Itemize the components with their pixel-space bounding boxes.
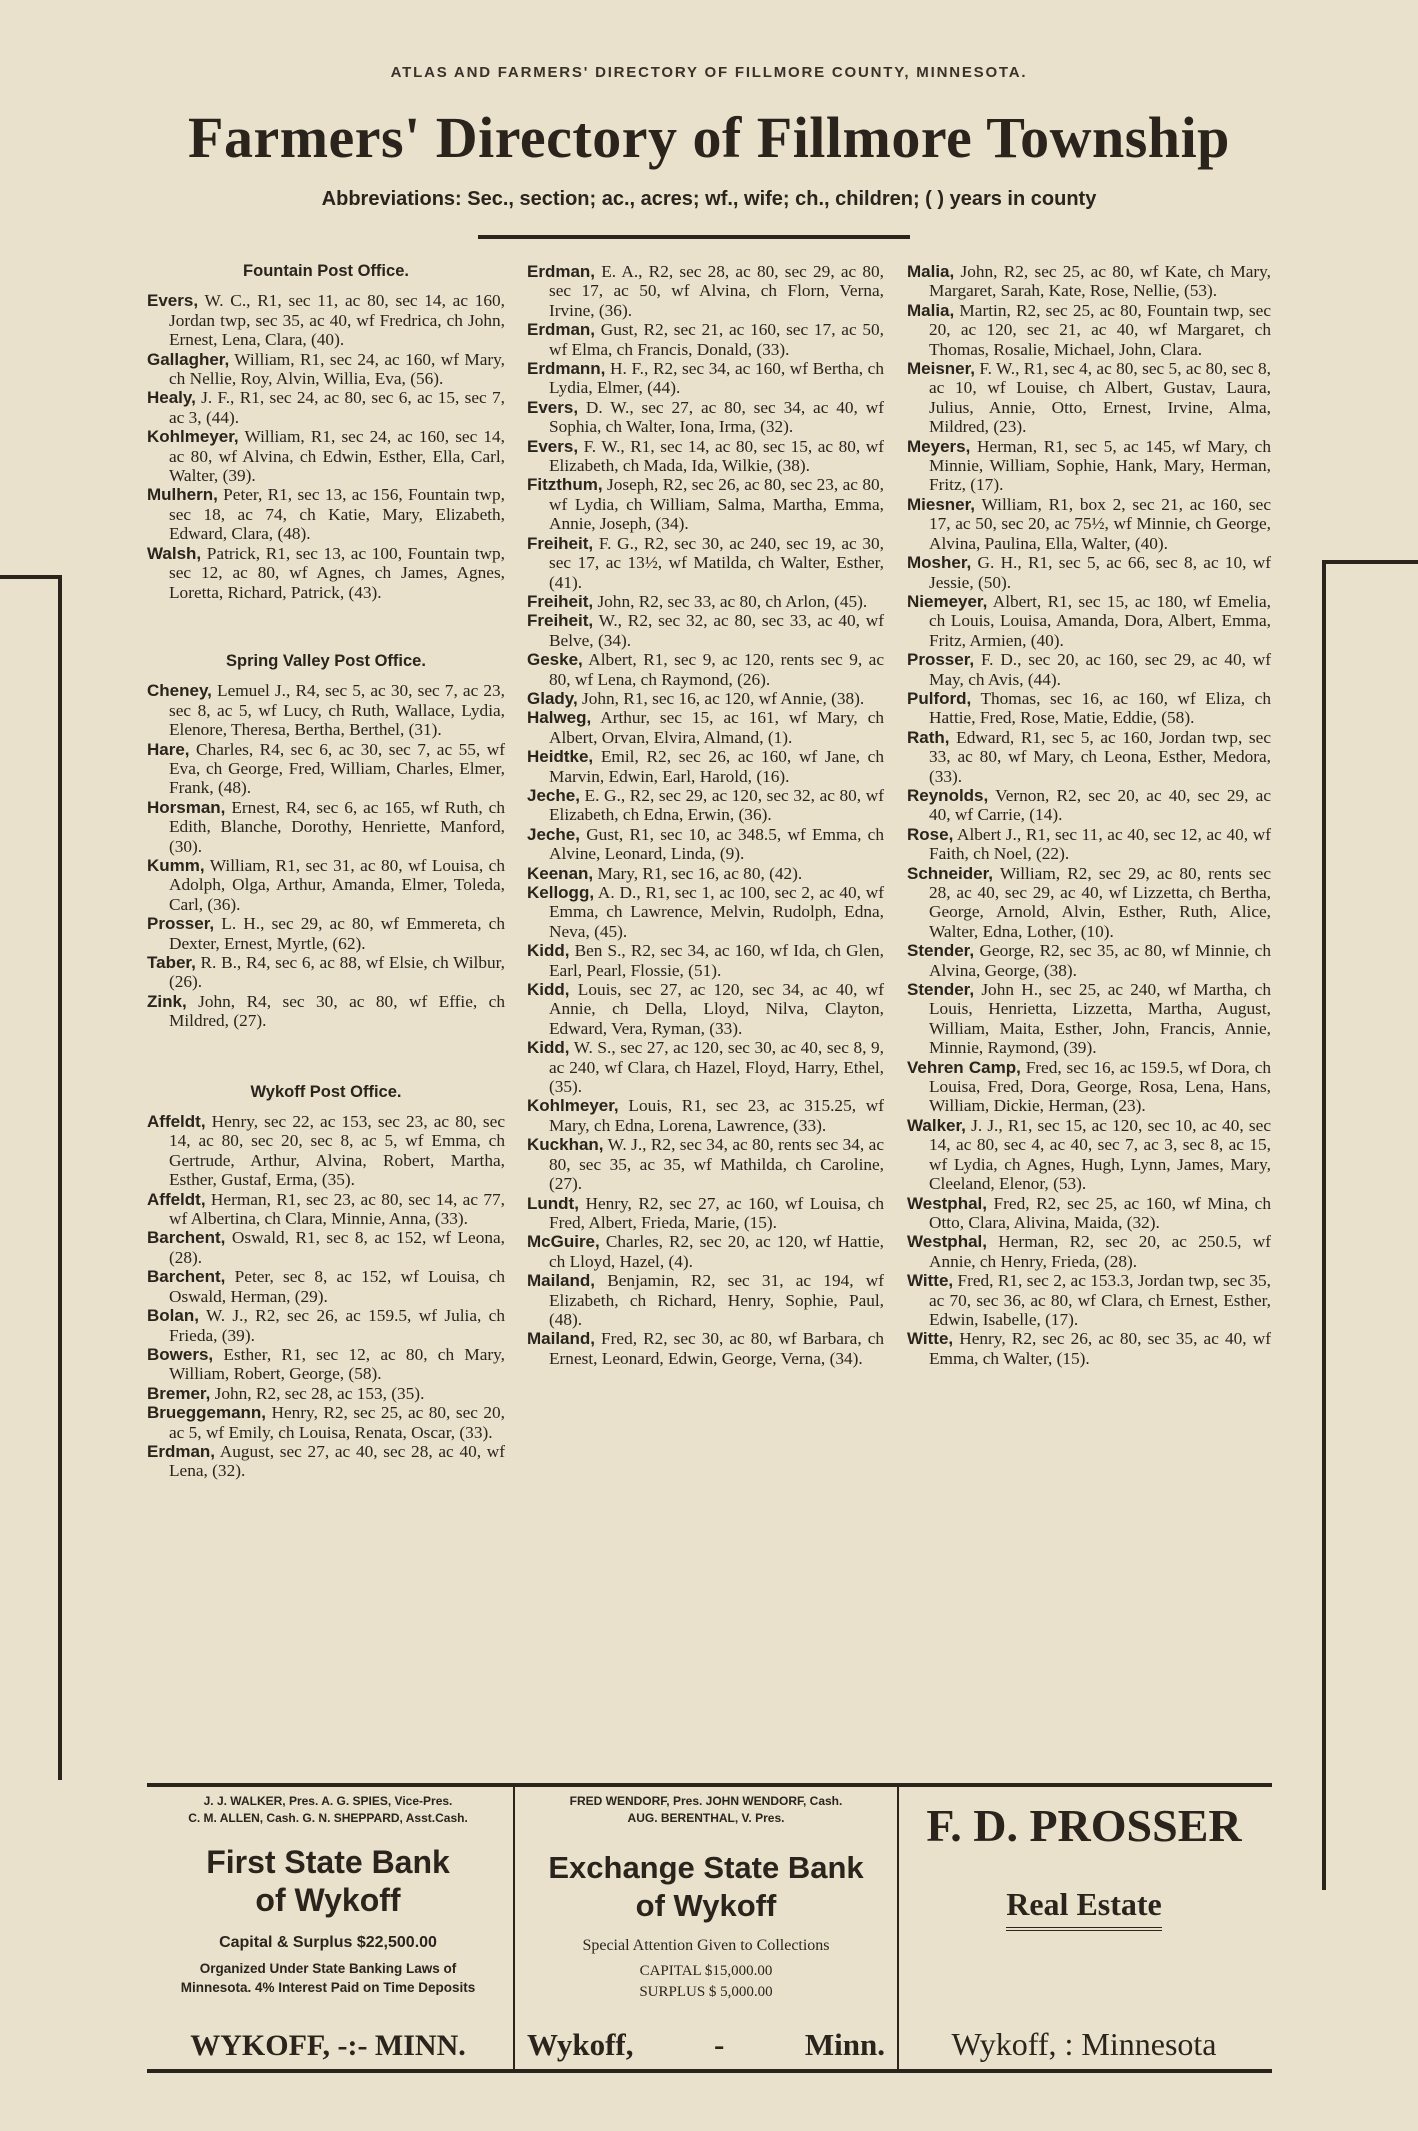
directory-entry [527, 747, 884, 786]
surname: Evers, [527, 397, 579, 417]
directory-entry [527, 475, 884, 533]
directory-entry [907, 650, 1271, 689]
entry-details: Peter, R1, sec 13, ac 156, Fountain twp, sec 18, ac 74, ch Katie, Mary, Elizabeth, Edward, Clara, (48). [169, 485, 505, 544]
surname: Kidd, [527, 1038, 570, 1058]
entry-details: Gust, R1, sec 10, ac 348.5, wf Emma, ch Alvine, Leonard, Linda, (9). [549, 824, 884, 864]
directory-entry [147, 350, 505, 389]
surname: McGuire, [527, 1232, 600, 1252]
surname: Evers, [527, 436, 579, 456]
directory-entry [147, 291, 505, 349]
entry-details: Lemuel J., R4, sec 5, ac 30, sec 7, ac 23, sec 8, ac 5, wf Lucy, ch Ruth, Wallace, Lydia, Elenore, Theresa, Bertha, Berthel, (31). [169, 681, 505, 740]
directory-entry [527, 883, 884, 941]
directory-entry [147, 1345, 505, 1384]
left-edge-mark [0, 575, 62, 579]
directory-entry [527, 1096, 884, 1135]
entry-details: Ernest, R4, sec 6, ac 165, wf Ruth, ch Edith, Blanche, Dorothy, Henriette, Manford, (30). [169, 797, 505, 856]
directory-entry [527, 437, 884, 476]
surname: Witte, [907, 1271, 954, 1291]
directory-entry [147, 914, 505, 953]
surname: Heidtke, [527, 747, 594, 767]
bank-organization: Organized Under State Banking Laws of Minnesota. 4% Interest Paid on Time Deposits [180, 1961, 476, 1995]
running-header: ATLAS AND FARMERS' DIRECTORY OF FILLMORE COUNTY, MINNESOTA. [390, 64, 1028, 81]
directory-entry [527, 320, 884, 359]
surname: Affeldt, [147, 1112, 206, 1132]
surname: Fitzthum, [527, 475, 603, 495]
directory-entry [147, 992, 505, 1031]
bank-officers: C. M. ALLEN, Cash. G. N. SHEPPARD, Asst.Cash. [188, 1811, 468, 1825]
entry-details: W., R2, sec 32, ac 80, sec 33, ac 40, wf Belve, (34). [549, 611, 884, 650]
entry-details: William, R2, sec 29, ac 80, rents sec 28, ac 40, sec 29, ac 40, wf Lizzetta, ch Bertha, George, Arnold, Alvin, Esther, Ruth, Alice, Walter, Edna, Lother, (10). [929, 863, 1271, 941]
surname: Mailand, [527, 1329, 596, 1349]
surname: Rose, [907, 824, 954, 844]
entry-details: Fred, R1, sec 2, ac 153.3, Jordan twp, sec 35, ac 70, sec 36, ac 80, wf Clara, ch Ernest, Esther, Edwin, Isabelle, (17). [929, 1271, 1271, 1329]
directory-entry [907, 1194, 1271, 1233]
entry-details: Benjamin, R2, sec 31, ac 194, wf Elizabeth, ch Richard, Henry, Sophie, Paul, (48). [549, 1271, 884, 1329]
entry-details: D. W., sec 27, ac 80, sec 34, ac 40, wf Sophia, ch Walter, Iona, Irma, (32). [549, 397, 884, 437]
surname: Witte, [907, 1329, 954, 1349]
surname: Bowers, [147, 1344, 214, 1364]
entry-details: Oswald, R1, sec 8, ac 152, wf Leona, (28). [169, 1228, 505, 1267]
bank-officers: AUG. BERENTHAL, V. Pres. [627, 1811, 785, 1825]
directory-entry [527, 534, 884, 592]
column-3 [907, 262, 1271, 1368]
entry-details: John, R2, sec 28, ac 153, (35). [210, 1383, 425, 1403]
directory-entry [527, 825, 884, 864]
surname: Kidd, [527, 980, 570, 1000]
entry-details: William, R1, sec 24, ac 160, wf Mary, ch Nellie, Roy, Alvin, Willia, Eva, (56). [169, 349, 505, 389]
post-office-heading: Spring Valley Post Office. [226, 651, 426, 670]
entry-details: Henry, sec 22, ac 153, sec 23, ac 80, sec 14, ac 80, sec 20, sec 8, ac 5, wf Emma, ch Gertrude, Arthur, Alvina, Robert, Martha, Esther, Gustaf, Erma, (35). [169, 1112, 505, 1190]
surname: Erdman, [147, 1441, 216, 1461]
title-rule [478, 235, 910, 239]
directory-entry [527, 1038, 884, 1096]
abbreviations-line: Abbreviations: Sec., section; ac., acres; wf., wife; ch., children; ( ) years in county [321, 188, 1097, 210]
surname: Rath, [907, 727, 950, 747]
surname: Brueggemann, [147, 1403, 267, 1423]
directory-entry [527, 359, 884, 398]
surname: Westphal, [907, 1193, 987, 1213]
entry-details: John, R2, sec 25, ac 80, wf Kate, ch Mary, Margaret, Sarah, Kate, Rose, Nellie, (53). [929, 262, 1271, 301]
right-edge-bar [1322, 560, 1326, 1890]
surname: Freiheit, [527, 533, 594, 553]
directory-entry [527, 864, 884, 883]
entry-details: Herman, R1, sec 5, ac 145, wf Mary, ch Minnie, William, Sophie, Hank, Mary, Herman, Fritz, (17). [929, 436, 1271, 495]
directory-entry [907, 359, 1271, 437]
surname: Kellogg, [527, 883, 595, 902]
entry-details: Esther, R1, sec 12, ac 80, ch Mary, William, Robert, George, (58). [169, 1344, 505, 1384]
entry-details: Louis, sec 27, ac 120, sec 34, ac 40, wf Annie, ch Della, Lloyd, Nilva, Clayton, Edward, Vera, Ryman, (33). [549, 980, 884, 1038]
entry-details: Peter, sec 8, ac 152, wf Louisa, ch Oswald, Herman, (29). [169, 1267, 505, 1306]
entry-details: George, R2, sec 35, ac 80, wf Minnie, ch Alvina, George, (38). [929, 941, 1271, 980]
surname: Freiheit, [527, 591, 594, 611]
entry-details: J. J., R1, sec 15, ac 120, sec 10, ac 40, sec 14, ac 80, sec 4, ac 40, sec 7, ac 3, sec 8, ac 15, wf Lydia, ch Agnes, Hugh, Lynn, James, Mary, Cleeland, Elenor, (53). [929, 1115, 1271, 1194]
directory-entry [907, 1058, 1271, 1116]
entry-details: L. H., sec 29, ac 80, wf Emmereta, ch Dexter, Ernest, Myrtle, (62). [169, 914, 505, 953]
entry-details: J. F., R1, sec 24, ac 80, sec 6, ac 15, sec 7, ac 3, (44). [169, 388, 505, 427]
directory-entry [907, 864, 1271, 942]
surname: Freiheit, [527, 611, 594, 631]
entry-details: F. D., sec 20, ac 160, sec 29, ac 40, wf May, ch Avis, (44). [929, 650, 1271, 689]
directory-entry [907, 553, 1271, 592]
directory-entry [907, 941, 1271, 980]
surname: Cheney, [147, 681, 212, 701]
entry-details: R. B., R4, sec 6, ac 88, wf Elsie, ch Wilbur, (26). [169, 953, 505, 992]
directory-entry [147, 1267, 505, 1306]
surname: Kohlmeyer, [147, 427, 239, 447]
surname: Schneider, [907, 863, 993, 883]
bank-surplus: SURPLUS $ 5,000.00 [639, 1984, 773, 2000]
surname: Miesner, [907, 494, 976, 514]
directory-entry [907, 1271, 1271, 1329]
entry-details: Emil, R2, sec 26, ac 160, wf Jane, ch Marvin, Edwin, Earl, Harold, (16). [549, 747, 884, 786]
directory-entry [527, 398, 884, 437]
surname: Lundt, [527, 1193, 579, 1213]
directory-entry [147, 953, 505, 992]
surname: Taber, [147, 953, 196, 972]
business-owner: F. D. PROSSER [926, 1800, 1242, 1851]
directory-entry [527, 1194, 884, 1233]
directory-entry [907, 728, 1271, 786]
entry-details: Ben S., R2, sec 34, ac 160, wf Ida, ch Glen, Earl, Pearl, Flossie, (51). [549, 941, 884, 980]
entry-details: Charles, R2, sec 20, ac 120, wf Hattie, ch Lloyd, Hazel, (4). [549, 1232, 884, 1271]
surname: Westphal, [907, 1232, 987, 1252]
business-type: Real Estate [1006, 1886, 1162, 1931]
entry-details: Herman, R2, sec 20, ac 250.5, wf Annie, ch Henry, Frieda, (28). [929, 1232, 1271, 1271]
surname: Pulford, [907, 688, 972, 708]
entry-details: Edward, R1, sec 5, ac 160, Jordan twp, sec 33, ac 80, wf Mary, ch Leona, Esther, Medora, (33). [929, 727, 1271, 786]
column-2 [527, 262, 884, 1368]
entry-details: Albert, R1, sec 9, ac 120, rents sec 9, ac 80, wf Lena, ch Raymond, (26). [549, 650, 884, 689]
directory-entry [527, 650, 884, 689]
directory-entry [527, 592, 884, 611]
surname: Kidd, [527, 941, 570, 961]
surname: Barchent, [147, 1228, 226, 1248]
directory-entry [147, 1112, 505, 1190]
surname: Erdmann, [527, 359, 606, 379]
entry-details: E. G., R2, sec 29, ac 120, sec 32, ac 80, wf Elizabeth, ch Edna, Erwin, (36). [549, 785, 884, 825]
surname: Mosher, [907, 553, 972, 573]
directory-entry [147, 798, 505, 856]
directory-entry [147, 1228, 505, 1267]
entry-details: F. G., R2, sec 30, ac 240, sec 19, ac 30, sec 17, ac 13½, wf Matilda, ch Walter, Esther, (41). [549, 533, 884, 592]
entry-details: H. F., R2, sec 34, ac 160, wf Bertha, ch Lydia, Elmer, (44). [549, 359, 884, 398]
entry-details: Charles, R4, sec 6, ac 30, sec 7, ac 55, wf Eva, ch George, Fred, William, Charles, Elmer, Frank, (48). [169, 739, 505, 798]
directory-entry [147, 485, 505, 543]
directory-entry [147, 427, 505, 485]
surname: Mailand, [527, 1271, 596, 1291]
entry-details: Vernon, R2, sec 20, ac 40, sec 29, ac 40, wf Carrie, (14). [929, 785, 1271, 825]
entry-details: William, R1, sec 31, ac 80, wf Louisa, ch Adolph, Olga, Arthur, Amanda, Elmer, Toleda, Carl, (36). [169, 855, 505, 914]
right-edge-mark [1322, 560, 1418, 564]
business-city: Wykoff, : Minnesota [951, 2026, 1217, 2062]
page-title: Farmers' Directory of Fillmore Township [188, 105, 1230, 170]
directory-entry [527, 941, 884, 980]
entry-details: August, sec 27, ac 40, sec 28, ac 40, wf Lena, (32). [169, 1441, 505, 1481]
entry-details: G. H., R1, sec 5, ac 66, sec 8, ac 10, wf Jessie, (50). [929, 553, 1271, 592]
entry-details: Henry, R2, sec 27, ac 160, wf Louisa, ch Fred, Albert, Frieda, Marie, (15). [549, 1193, 884, 1232]
entry-details: Herman, R1, sec 23, ac 80, sec 14, ac 77, wf Albertina, ch Clara, Minnie, Anna, (33). [169, 1189, 505, 1229]
surname: Meyers, [907, 436, 971, 456]
surname: Prosser, [907, 650, 975, 670]
surname: Evers, [147, 291, 199, 311]
entry-details: Henry, R2, sec 26, ac 80, sec 35, ac 40, wf Emma, ch Walter, (15). [929, 1329, 1271, 1368]
bank-city: WYKOFF, -:- MINN. [190, 2029, 466, 2062]
entry-details: Patrick, R1, sec 13, ac 100, Fountain twp, sec 12, ac 80, wf Agnes, ch James, Agnes, Loretta, Richard, Patrick, (43). [169, 543, 505, 602]
prosser-real-estate-ad [899, 1793, 1269, 2069]
directory-entry [907, 1116, 1271, 1194]
directory-entry [907, 980, 1271, 1058]
surname: Malia, [907, 300, 955, 320]
directory-entry [527, 262, 884, 320]
surname: Kumm, [147, 855, 205, 875]
entry-details: Joseph, R2, sec 26, ac 80, sec 23, ac 80, wf Lydia, ch William, Salma, Martha, Emma, Annie, Joseph, (34). [549, 475, 884, 534]
directory-entry [147, 1403, 505, 1442]
entry-details: W. J., R2, sec 34, ac 80, rents sec 34, ac 80, sec 35, ac 35, wf Mathilda, ch Caroline, (27). [549, 1135, 884, 1194]
entry-details: Arthur, sec 15, ac 161, wf Mary, ch Albert, Orvan, Elvira, Almand, (1). [549, 708, 884, 747]
directory-entry [147, 1384, 505, 1403]
bank-special: Special Attention Given to Collections [582, 1937, 830, 1954]
surname: Glady, [527, 688, 578, 708]
directory-entry [907, 262, 1271, 301]
surname: Halweg, [527, 708, 592, 728]
directory-entry [147, 388, 505, 427]
entry-details: Albert, R1, sec 15, ac 180, wf Emelia, ch Louis, Louisa, Amanda, Dora, Albert, Emma, Fritz, Armien, (40). [929, 591, 1271, 650]
entry-details: Gust, R2, sec 21, ac 160, sec 17, ac 50, wf Elma, ch Francis, Donald, (33). [549, 320, 884, 359]
entry-details: Mary, R1, sec 16, ac 80, (42). [593, 863, 803, 883]
bank-name-line2: of Wykoff [635, 1888, 777, 1923]
directory-entry [907, 1232, 1271, 1271]
directory-entry [907, 689, 1271, 728]
entry-details: W. J., R2, sec 26, ac 159.5, wf Julia, ch Frieda, (39). [169, 1306, 505, 1345]
entry-details: F. W., R1, sec 14, ac 80, sec 15, ac 80, wf Elizabeth, ch Mada, Ida, Wilkie, (38). [549, 436, 884, 476]
entry-details: John, R1, sec 16, ac 120, wf Annie, (38). [577, 688, 865, 708]
entry-details: Martin, R2, sec 25, ac 80, Fountain twp, sec 20, ac 120, sec 21, ac 40, wf Margaret, ch Thomas, Rosalie, Michael, John, Clara. [929, 300, 1271, 359]
entry-details: William, R1, sec 24, ac 160, sec 14, ac 80, wf Alvina, ch Edwin, Esther, Ella, Carl, Walter, (39). [169, 427, 505, 486]
bank-city-dash: - [714, 2027, 725, 2062]
surname: Barchent, [147, 1267, 226, 1287]
surname: Stender, [907, 980, 975, 1000]
directory-entry [907, 825, 1271, 864]
directory-entry [147, 740, 505, 798]
bank-capital: Capital & Surplus $22,500.00 [219, 1934, 437, 1951]
surname: Kuckhan, [527, 1135, 604, 1155]
bank-city-state: Minn. [804, 2027, 885, 2062]
surname: Erdman, [527, 262, 596, 281]
entry-details: E. A., R2, sec 28, ac 80, sec 29, ac 80, sec 17, ac 50, wf Alvina, ch Florn, Verna, Irvine, (36). [549, 262, 884, 320]
bank-officers: J. J. WALKER, Pres. A. G. SPIES, Vice-Pres. [203, 1794, 453, 1808]
directory-entry [907, 495, 1271, 553]
bank-name-line2: of Wykoff [255, 1882, 401, 1918]
entry-details: Henry, R2, sec 25, ac 80, sec 20, ac 5, wf Emily, ch Louisa, Renata, Oscar, (33). [169, 1403, 505, 1442]
entry-details: Fred, sec 16, ac 159.5, wf Dora, ch Louisa, Fred, Dora, George, Rosa, Lena, Hans, William, Dickie, Herman, (23). [929, 1057, 1272, 1116]
surname: Niemeyer, [907, 591, 988, 611]
entry-details: Fred, R2, sec 30, ac 80, wf Barbara, ch Ernest, Leonard, Edwin, George, Verna, (34). [549, 1329, 884, 1368]
entry-details: W. S., sec 27, ac 120, sec 30, ac 40, sec 8, 9, ac 240, wf Clara, ch Hazel, Floyd, Harry, Ethel, (35). [549, 1038, 884, 1097]
advertisements [147, 1783, 1272, 2073]
surname: Meisner, [907, 359, 976, 379]
directory-entry [147, 1306, 505, 1345]
column-1 [147, 262, 505, 1481]
directory-entry [527, 689, 884, 708]
wykoff-entries [147, 1112, 505, 1481]
directory-entry [147, 1442, 505, 1481]
bank-city [517, 2027, 895, 2063]
exchange-state-bank-ad [517, 1793, 895, 2069]
directory-entry [147, 681, 505, 739]
bank-city-name: Wykoff, [527, 2027, 634, 2062]
directory-entry [527, 1329, 884, 1368]
entry-details: F. W., R1, sec 4, ac 80, sec 5, ac 80, sec 8, ac 10, wf Louise, ch Albert, Gustav, Laura, Julius, Annie, Otto, Ernest, Irvine, Alma, Mildred, (23). [929, 359, 1271, 437]
surname: Reynolds, [907, 785, 989, 805]
surname: Zink, [147, 991, 187, 1011]
directory-entry [907, 1329, 1271, 1368]
surname: Geske, [527, 650, 583, 670]
entry-details: John, R4, sec 30, ac 80, wf Effie, ch Mildred, (27). [169, 991, 505, 1031]
surname: Erdman, [527, 320, 596, 340]
spring-valley-entries [147, 681, 505, 1030]
bank-capital: CAPITAL $15,000.00 [639, 1963, 773, 1979]
fountain-entries [147, 291, 505, 602]
directory-entry [147, 544, 505, 602]
entry-details: Louis, R1, sec 23, ac 315.25, wf Mary, ch Edna, Lorena, Lawrence, (33). [549, 1096, 884, 1135]
directory-entry [527, 1135, 884, 1193]
ads-top-rule [147, 1783, 1272, 1787]
ads-bottom-rule [147, 2069, 1272, 2073]
surname: Malia, [907, 262, 955, 281]
surname: Jeche, [527, 824, 580, 844]
entry-details: John H., sec 25, ac 240, wf Martha, ch Louis, Henrietta, Lizzetta, Martha, August, William, Maita, Esther, John, Francis, Annie, Minnie, Raymond, (39). [929, 980, 1271, 1058]
surname: Hare, [147, 739, 190, 759]
surname: Vehren Camp, [907, 1057, 1021, 1077]
post-office-heading: Wykoff Post Office. [250, 1082, 402, 1101]
post-office-heading: Fountain Post Office. [243, 262, 409, 280]
bank-officers: FRED WENDORF, Pres. JOHN WENDORF, Cash. [569, 1794, 843, 1808]
bank-name: Exchange State Bank [548, 1850, 864, 1885]
surname: Horsman, [147, 797, 226, 817]
surname: Prosser, [147, 914, 215, 934]
entry-details: W. C., R1, sec 11, ac 80, sec 14, ac 160, Jordan twp, sec 35, ac 40, wf Fredricа, ch John, Ernest, Lena, Clara, (40). [169, 291, 505, 350]
entry-details: William, R1, box 2, sec 21, ac 160, sec 17, ac 50, sec 20, ac 75½, wf Minnie, ch George, Alvina, Paulina, Ella, Walter, (40). [929, 494, 1271, 553]
directory-entry [527, 1232, 884, 1271]
entry-details: A. D., R1, sec 1, ac 100, sec 2, ac 40, wf Emma, ch Lawrence, Melvin, Rudolph, Edna, Neva, (45). [549, 883, 884, 941]
bank-name: First State Bank [206, 1844, 450, 1880]
surname: Walsh, [147, 543, 202, 563]
directory-entry [907, 301, 1271, 359]
surname: Gallagher, [147, 349, 230, 369]
surname: Stender, [907, 941, 975, 961]
entry-details: Fred, R2, sec 25, ac 160, wf Mina, ch Otto, Clara, Alivina, Maida, (32). [929, 1193, 1271, 1232]
surname: Healy, [147, 388, 196, 408]
surname: Keenan, [527, 863, 594, 883]
directory-entry [527, 980, 884, 1038]
directory-entry [147, 1190, 505, 1229]
surname: Kohlmeyer, [527, 1096, 619, 1116]
directory-entry [147, 856, 505, 914]
surname: Bolan, [147, 1306, 199, 1326]
entry-details: Albert J., R1, sec 11, ac 40, sec 12, ac 40, wf Faith, ch Noel, (22). [929, 824, 1271, 864]
surname: Mulhern, [147, 485, 218, 505]
directory-entry [527, 708, 884, 747]
left-edge-bar [58, 575, 62, 1780]
directory-entry [527, 786, 884, 825]
surname: Walker, [907, 1115, 966, 1135]
directory-entry [527, 1271, 884, 1329]
directory-entry [527, 611, 884, 650]
first-state-bank-ad [147, 1793, 509, 2069]
surname: Affeldt, [147, 1189, 206, 1209]
entry-details: John, R2, sec 33, ac 80, ch Arlon, (45). [593, 591, 868, 611]
surname: Bremer, [147, 1383, 211, 1403]
entry-details: Thomas, sec 16, ac 160, wf Eliza, ch Hattie, Fred, Rose, Matie, Eddie, (58). [929, 688, 1271, 728]
ad-divider [513, 1787, 515, 2069]
surname: Jeche, [527, 785, 580, 805]
directory-entry [907, 592, 1271, 650]
directory-entry [907, 437, 1271, 495]
directory-entry [907, 786, 1271, 825]
